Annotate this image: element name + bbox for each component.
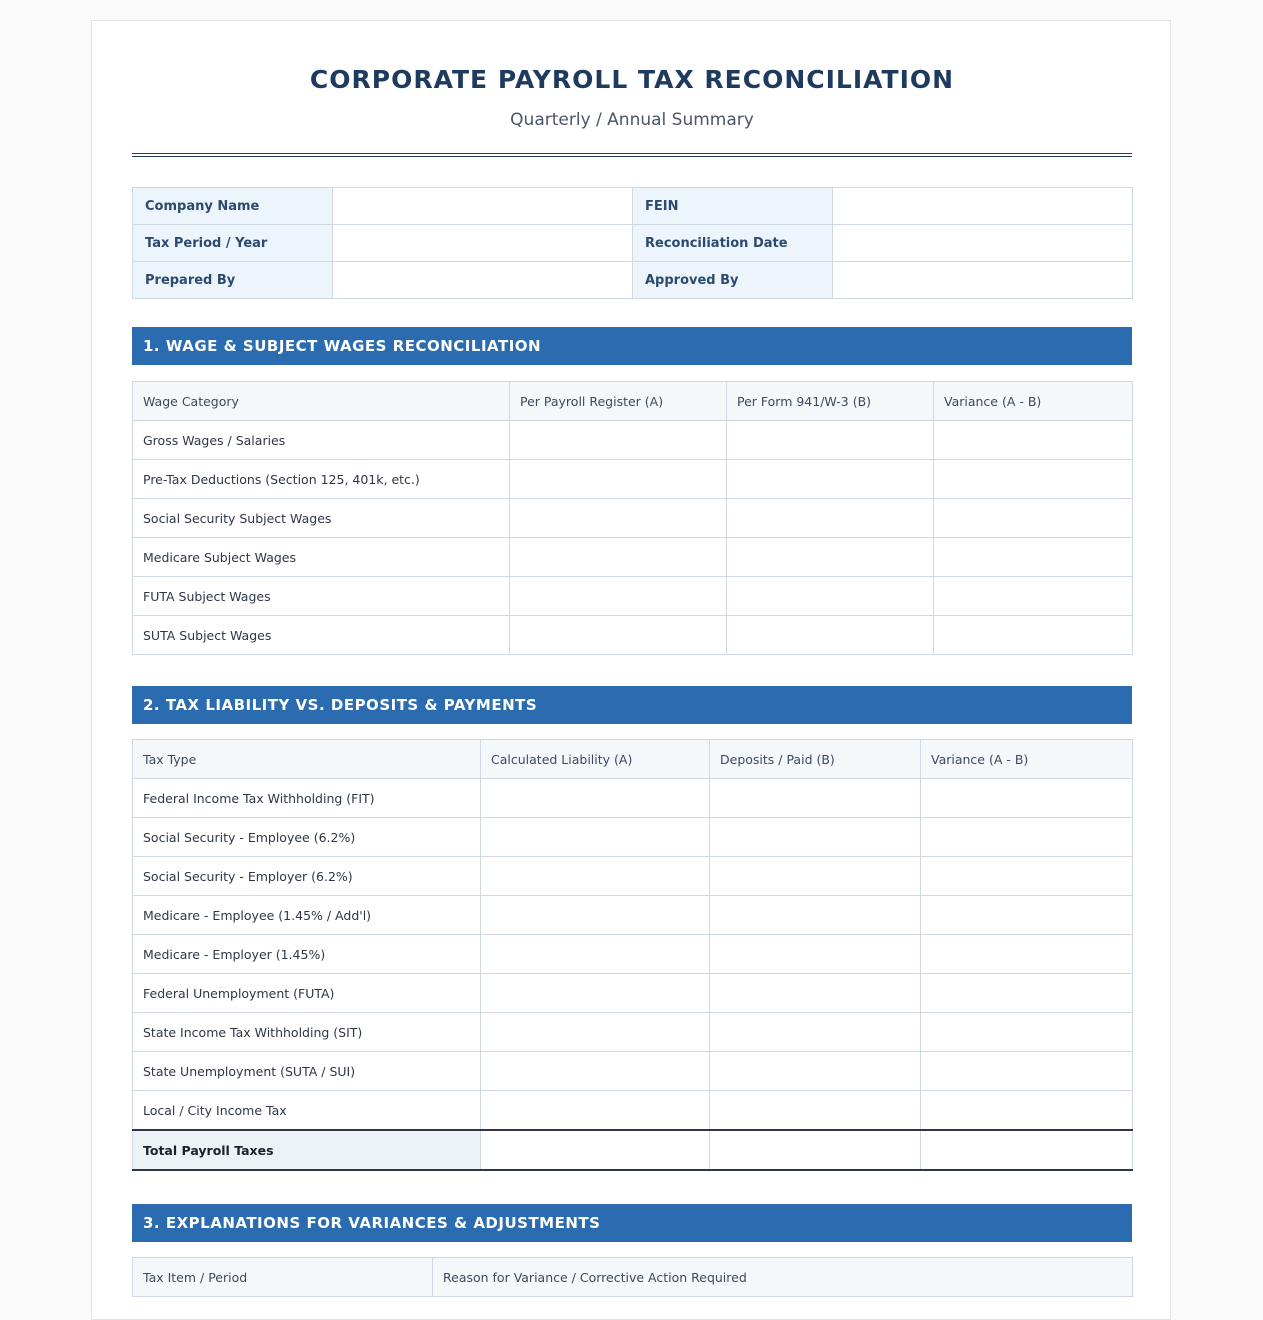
value-cell[interactable] [481, 896, 710, 935]
row-label: Social Security - Employer (6.2%) [133, 857, 481, 896]
table-row [133, 1091, 1133, 1131]
row-label: Social Security Subject Wages [133, 499, 510, 538]
column-header: Variance (A - B) [921, 740, 1133, 779]
tax-period-label: Tax Period / Year [133, 225, 333, 262]
fein-field[interactable] [833, 188, 1133, 225]
column-header: Variance (A - B) [934, 382, 1133, 421]
table-row [133, 499, 1133, 538]
table-row [133, 421, 1133, 460]
row-label: FUTA Subject Wages [133, 577, 510, 616]
value-cell[interactable] [921, 896, 1133, 935]
table-row [133, 1052, 1133, 1091]
info-row [133, 225, 1133, 262]
table-row [133, 818, 1133, 857]
row-label: State Income Tax Withholding (SIT) [133, 1013, 481, 1052]
value-cell[interactable] [481, 974, 710, 1013]
page-title: CORPORATE PAYROLL TAX RECONCILIATION [309, 65, 955, 94]
column-header: Per Form 941/W-3 (B) [727, 382, 934, 421]
value-cell[interactable] [481, 1013, 710, 1052]
value-cell[interactable] [710, 818, 921, 857]
value-cell[interactable] [710, 974, 921, 1013]
company-name-field[interactable] [333, 188, 633, 225]
table-header-row [133, 1258, 1133, 1297]
column-header: Tax Type [133, 740, 481, 779]
column-header: Wage Category [133, 382, 510, 421]
table-row [133, 974, 1133, 1013]
value-cell[interactable] [510, 538, 727, 577]
value-cell[interactable] [921, 1091, 1133, 1131]
tax-period-field[interactable] [333, 225, 633, 262]
column-header: Reason for Variance / Corrective Action Required [433, 1258, 1133, 1297]
column-header: Tax Item / Period [133, 1258, 433, 1297]
value-cell[interactable] [921, 935, 1133, 974]
approved-by-field[interactable] [833, 262, 1133, 299]
prepared-by-field[interactable] [333, 262, 633, 299]
info-row [133, 188, 1133, 225]
value-cell[interactable] [727, 460, 934, 499]
column-header: Calculated Liability (A) [481, 740, 710, 779]
value-cell[interactable] [481, 1091, 710, 1131]
value-cell[interactable] [510, 421, 727, 460]
table-row [133, 857, 1133, 896]
approved-by-label: Approved By [633, 262, 833, 299]
value-cell[interactable] [934, 460, 1133, 499]
table-row [133, 896, 1133, 935]
value-cell[interactable] [481, 1052, 710, 1091]
value-cell[interactable] [727, 577, 934, 616]
table-row [133, 577, 1133, 616]
row-label: Medicare - Employer (1.45%) [133, 935, 481, 974]
value-cell[interactable] [727, 421, 934, 460]
value-cell[interactable] [510, 577, 727, 616]
fein-label: FEIN [633, 188, 833, 225]
value-cell[interactable] [510, 460, 727, 499]
value-cell[interactable] [481, 818, 710, 857]
total-cell[interactable] [710, 1130, 921, 1170]
value-cell[interactable] [934, 577, 1133, 616]
company-info-table [132, 187, 1133, 299]
row-label: Social Security - Employee (6.2%) [133, 818, 481, 857]
value-cell[interactable] [710, 1013, 921, 1052]
title-divider [132, 153, 1132, 157]
value-cell[interactable] [921, 974, 1133, 1013]
value-cell[interactable] [481, 779, 710, 818]
table-header-row [133, 382, 1133, 421]
value-cell[interactable] [934, 499, 1133, 538]
table-row [133, 1013, 1133, 1052]
value-cell[interactable] [481, 857, 710, 896]
value-cell[interactable] [710, 896, 921, 935]
table-row [133, 460, 1133, 499]
value-cell[interactable] [510, 616, 727, 655]
table-row [133, 935, 1133, 974]
column-header: Per Payroll Register (A) [510, 382, 727, 421]
table-row [133, 538, 1133, 577]
value-cell[interactable] [921, 857, 1133, 896]
info-row [133, 262, 1133, 299]
row-label: Federal Unemployment (FUTA) [133, 974, 481, 1013]
table-row [133, 779, 1133, 818]
explanations-table [132, 1257, 1133, 1297]
total-row [133, 1130, 1133, 1170]
column-header: Deposits / Paid (B) [710, 740, 921, 779]
value-cell[interactable] [710, 1091, 921, 1131]
value-cell[interactable] [510, 499, 727, 538]
tax-liability-table [132, 739, 1133, 1171]
value-cell[interactable] [710, 935, 921, 974]
total-cell[interactable] [481, 1130, 710, 1170]
value-cell[interactable] [727, 538, 934, 577]
page-subtitle: Quarterly / Annual Summary [510, 110, 754, 130]
value-cell[interactable] [921, 1013, 1133, 1052]
row-label: Pre-Tax Deductions (Section 125, 401k, etc.) [133, 460, 510, 499]
row-label: Medicare Subject Wages [133, 538, 510, 577]
prepared-by-label: Prepared By [133, 262, 333, 299]
value-cell[interactable] [921, 1052, 1133, 1091]
table-header-row [133, 740, 1133, 779]
value-cell[interactable] [710, 857, 921, 896]
reconciliation-date-field[interactable] [833, 225, 1133, 262]
value-cell[interactable] [727, 616, 934, 655]
value-cell[interactable] [934, 616, 1133, 655]
table-row [133, 616, 1133, 655]
row-label: State Unemployment (SUTA / SUI) [133, 1052, 481, 1091]
value-cell[interactable] [710, 779, 921, 818]
row-label: Federal Income Tax Withholding (FIT) [133, 779, 481, 818]
row-label: Gross Wages / Salaries [133, 421, 510, 460]
value-cell[interactable] [727, 499, 934, 538]
section-3-header: 3. EXPLANATIONS FOR VARIANCES & ADJUSTMENTS [132, 1204, 1132, 1242]
section-2-header: 2. TAX LIABILITY VS. DEPOSITS & PAYMENTS [132, 686, 1132, 724]
section-1-header: 1. WAGE & SUBJECT WAGES RECONCILIATION [132, 327, 1132, 365]
value-cell[interactable] [481, 935, 710, 974]
value-cell[interactable] [921, 779, 1133, 818]
total-label: Total Payroll Taxes [133, 1130, 481, 1170]
total-cell[interactable] [921, 1130, 1133, 1170]
value-cell[interactable] [921, 818, 1133, 857]
row-label: Medicare - Employee (1.45% / Add'l) [133, 896, 481, 935]
report-page [91, 20, 1171, 1320]
company-name-label: Company Name [133, 188, 333, 225]
reconciliation-date-label: Reconciliation Date [633, 225, 833, 262]
wage-reconciliation-table [132, 381, 1133, 655]
row-label: Local / City Income Tax [133, 1091, 481, 1131]
value-cell[interactable] [710, 1052, 921, 1091]
value-cell[interactable] [934, 421, 1133, 460]
row-label: SUTA Subject Wages [133, 616, 510, 655]
value-cell[interactable] [934, 538, 1133, 577]
